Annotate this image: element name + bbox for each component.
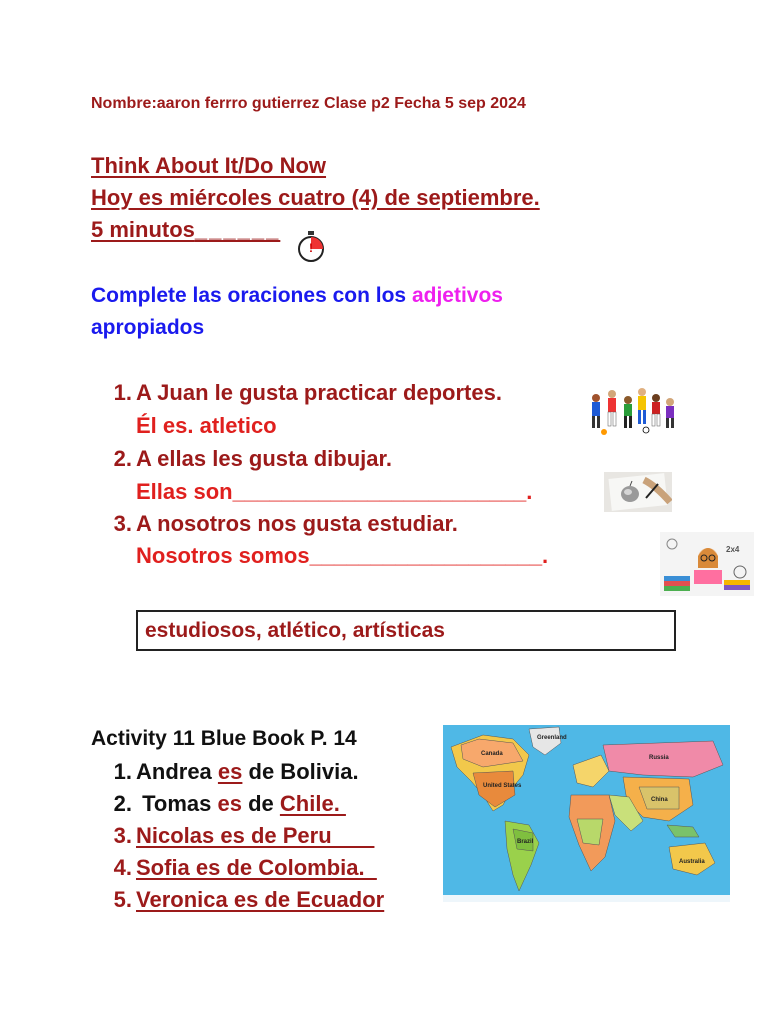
item-text-c: de Bolivia.	[242, 759, 359, 784]
question-prompt: A nosotros nos gusta estudiar.	[136, 511, 458, 536]
instructions-part1: Complete las oraciones con los	[91, 284, 407, 307]
minutes-blank: ______	[194, 217, 281, 242]
item-number: 1.	[113, 759, 132, 784]
answer-2: Ellas son________________________.	[136, 479, 533, 504]
question-number: 3.	[113, 511, 132, 536]
item-number: 3.	[113, 823, 132, 848]
instructions-adjetivos: adjetivos	[411, 284, 503, 307]
question-prompt: A Juan le gusta practicar deportes.	[136, 380, 502, 405]
item-number: 2.	[113, 791, 132, 816]
question-3	[112, 508, 458, 540]
question-prompt: A ellas les gusta dibujar.	[136, 446, 392, 471]
answer-3: Nosotros somos___________________.	[136, 543, 549, 568]
item-number: 4.	[113, 855, 132, 880]
item-answer: Sofia es de Colombia.	[136, 855, 377, 880]
student-info-line: Nombre:aaron ferrro gutierrez Clase p2 Fecha 5 sep 2024	[91, 95, 526, 112]
map-label-greenland: Greenland	[537, 735, 567, 741]
answer-1: Él es. atletico	[136, 413, 277, 438]
word-bank: estudiosos, atlético, artísticas	[136, 610, 676, 651]
activity-item-1	[112, 756, 359, 788]
svg-text:2x4: 2x4	[726, 545, 740, 554]
question-number: 2.	[113, 446, 132, 471]
minutes-text: 5 minutos	[91, 217, 195, 242]
instructions-part3: apropiados	[91, 316, 205, 339]
item-answer: Veronica es de Ecuador	[136, 887, 385, 912]
item-number: 5.	[113, 887, 132, 912]
activity-item-4	[112, 852, 377, 884]
studying-image	[660, 532, 754, 596]
question-number: 1.	[113, 380, 132, 405]
item-answer: Nicolas es de Peru	[136, 823, 375, 848]
item-text-c: de	[242, 791, 280, 816]
instructions	[91, 280, 651, 344]
stopwatch-icon	[296, 230, 326, 264]
map-label-brazil: Brazil	[517, 839, 534, 845]
activity-item-3	[112, 820, 374, 852]
item-verb: es	[217, 791, 242, 816]
activity-item-2	[112, 788, 346, 820]
item-answer: Chile.	[279, 791, 346, 816]
map-label-australia: Australia	[679, 859, 705, 865]
item-text-a: Tomas	[136, 791, 218, 816]
map-label-china: China	[651, 797, 668, 803]
sports-image	[586, 382, 678, 438]
map-label-united-states: United States	[483, 783, 522, 789]
question-1	[112, 377, 502, 409]
world-map-image	[443, 725, 730, 902]
map-label-canada: Canada	[481, 751, 503, 757]
svg-text:!: !	[309, 241, 313, 255]
drawing-image	[604, 472, 672, 512]
minutes-line	[91, 214, 280, 246]
item-verb: es	[217, 759, 243, 784]
map-label-russia: Russia	[649, 755, 669, 761]
activity-title: Activity 11 Blue Book P. 14	[91, 727, 357, 750]
date-line: Hoy es miércoles cuatro (4) de septiembre.	[91, 185, 540, 210]
item-text-a: Andrea	[136, 759, 218, 784]
question-2	[112, 443, 392, 475]
activity-item-5	[112, 884, 384, 916]
do-now-title: Think About It/Do Now	[91, 153, 327, 178]
